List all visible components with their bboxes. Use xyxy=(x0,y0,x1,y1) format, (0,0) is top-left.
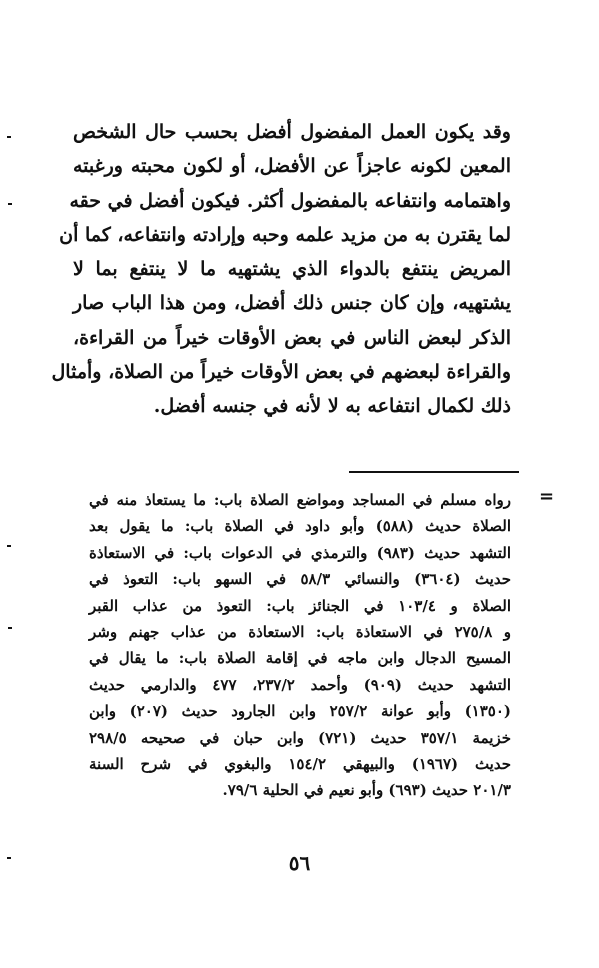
page-number: ٥٦ xyxy=(288,851,311,875)
footnote-line: ٢٠١/٣ حديث (٦٩٣) وأبو نعيم في الحلية ٧٩/٦. xyxy=(222,781,511,800)
main-line: لما يقترن به من مزيد علمه وحبه وإرادته وانتفاعه، كما أن xyxy=(59,223,511,246)
main-line: والقراءة لبعضهم في بعض الأوقات خيراً من الصلاة، وأمثال xyxy=(51,361,511,384)
main-line: المريض ينتفع بالدواء الذي يشتهيه ما لا ينتفع بما لا xyxy=(73,258,511,281)
main-paragraph xyxy=(51,115,511,424)
footnote-line: و ٢٧٥/٨ في الاستعاذة باب: الاستعاذة من عذاب جهنم وشر xyxy=(89,623,512,642)
footnote-line: (١٣٥٠) وأبو عوانة ٢٥٧/٢ وابن الجارود حديث (٢٠٧) وابن xyxy=(89,702,512,721)
footnote-line: التشهد حديث (٩٨٣) والترمذي في الدعوات باب: في الاستعاذة xyxy=(89,543,512,562)
scan-speck xyxy=(7,857,11,859)
scan-speck xyxy=(7,545,11,547)
footnote-line: خزيمة ٣٥٧/١ حديث (٧٢١) وابن حبان في صحيحه ٢٩٨/٥ xyxy=(89,728,511,747)
main-line: الذكر لبعض الناس في بعض الأوقات خيراً من القراءة، xyxy=(73,326,511,349)
main-line: يشتهيه، وإن كان جنس ذلك أفضل، ومن هذا الباب صار xyxy=(73,292,511,315)
scan-speck xyxy=(8,627,12,629)
scan-speck xyxy=(8,203,12,205)
footnote-line: الصلاة و ١٠٣/٤ في الجنائز باب: التعوذ من عذاب القبر xyxy=(89,596,511,615)
footnote-line: المسيح الدجال وابن ماجه في إقامة الصلاة باب: ما يقال في xyxy=(89,649,511,668)
footnote-continuation-marker: = xyxy=(539,486,555,507)
footnote-line: التشهد حديث (٩٠٩) وأحمد ٢٣٧/٢، ٤٧٧ والدارمي حديث xyxy=(89,675,511,694)
footnote-separator xyxy=(349,471,519,473)
main-line: وقد يكون العمل المفضول أفضل بحسب حال الشخص xyxy=(73,121,511,143)
footnote-line: حديث (٣٦٠٤) والنسائي ٥٨/٣ في السهو باب: التعوذ في xyxy=(89,570,511,589)
footnote xyxy=(89,487,511,804)
main-line: المعين لكونه عاجزاً عن الأفضل، أو لكون محبته ورغبته xyxy=(73,155,511,178)
scan-speck xyxy=(7,136,11,138)
footnote-line: الصلاة حديث (٥٨٨) وأبو داود في الصلاة باب: ما يقول بعد xyxy=(89,517,511,536)
footnote-line: حديث (١٩٦٧) والبيهقي ١٥٤/٢ والبغوي في شرح السنة xyxy=(89,755,511,774)
footnote-line: رواه مسلم في المساجد ومواضع الصلاة باب: ما يستعاذ منه في xyxy=(89,491,511,509)
main-line: واهتمامه وانتفاعه بالمفضول أكثر. فيكون أفضل في حقه xyxy=(69,189,511,212)
main-line: ذلك لكمال انتفاعه به لا لأنه في جنسه أفضل. xyxy=(153,395,511,418)
